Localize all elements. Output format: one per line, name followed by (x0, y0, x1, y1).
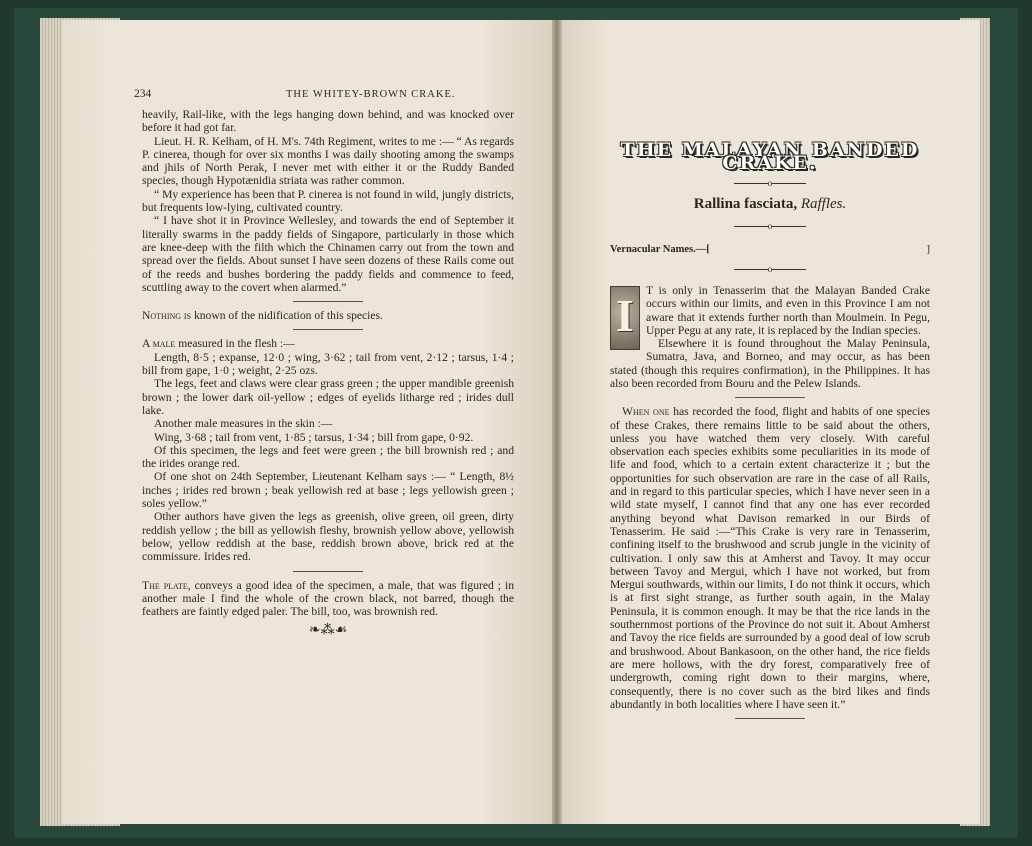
divider (735, 397, 805, 398)
paragraph: “ My experience has been that P. cinerea is not found in wild, jungly districts, but frequents low-lying, cultivated country. (142, 187, 514, 215)
measurement: Wing, 3·68 ; tail from vent, 1·85 ; tarsus, 1·34 ; bill from gape, 0·92. (154, 430, 474, 444)
book-gutter (552, 20, 562, 824)
left-page-text (134, 88, 514, 639)
male-measured: A male measured in the flesh :— (142, 337, 295, 351)
habits-paragraph: When one has recorded the food, flight and habits of one species of these Crakes, there remains little to be said about the others, unless you have watched them very closely. With careful observation each species exhibits some peculiarities in its mode of life and food, which to a certain extent characterize it ; but the opportunities for such observation are rare in the case of all Rails, and in regard to this particular species, which I have never seen in a wild state myself, I cannot find that any one has ever recorded anything beyond what Davison remarked in our Birds of Tenasserim. He said :—“This Crake is very rare in Tenasserim, confining itself to the brushwood and scrub jungle in the vicinity of cultivation. I only saw this at Amherst and Tavoy. It may occur between Tavoy and Mergui, which I have not worked, but from Mergui southwards, within our limits, I do not think it occurs, which is at first sight strange, as further south again, in the Malay Peninsula, it is common enough. It may be that the rice lands in the southernmost portions of the Province do not suit it. About Amherst and Tavoy the rice fields are surrounded by a good deal of low scrub and brushwood. About Bankasoon, on the other hand, the rice fields are mere hollows, with the dry forest, comparatively free of undergrowth, coming right down to their margins, where, consequently, there is no cover such as the bird likes and finds abundantly in both localities where I have seen it.” (610, 405, 930, 711)
divider (293, 301, 363, 302)
chapter-title: THE MALAYAN BANDED CRAKE. (620, 139, 920, 175)
paragraph: heavily, Rail-like, with the legs hanging down behind, and was knocked over before it had got far. (142, 108, 514, 135)
vernacular-names: Vernacular Names.—[ ] (610, 244, 930, 256)
ornament: o (610, 219, 930, 233)
paragraph: “ I have shot it in Province Wellesley, and towards the end of September it literally swarms in the paddy fields of Singapore, particularly in those which are knee-deep with the filth which the Chinamen carry out from the town and spread over the fields. About sunset I have seen dozens of these Rails come out of the reeds and bushes bordering the paddy fields and commence to feed, scuttling away to the covert when alarmed.” (142, 214, 514, 294)
plate-note: The plate, conveys a good idea of the specimen, a male, that was figured ; in another male I find the whole of the crown black, not barred, though the feathers are faintly edged paler. The bill, too, was brownish red. (142, 578, 514, 619)
running-title: THE WHITEY-BROWN CRAKE. (286, 89, 456, 100)
nidification-note: Nothing is known of the nidification of this species. (142, 309, 383, 323)
divider (293, 329, 363, 330)
drop-cap: I (610, 284, 640, 352)
scientific-name: Rallina fasciata, Raffles. (693, 196, 847, 213)
measurement: Of this specimen, the legs and feet were green ; the bill brownish red ; and the irides orange red. (142, 443, 514, 471)
measurement: The legs, feet and claws were clear grass green ; the upper mandible greenish brown ; the lower dark oil-yellow ; edges of eyelids litharge red ; irides dull lake. (142, 377, 514, 417)
page-number: 234 (134, 88, 152, 100)
distribution-paragraph: Elsewhere it is found throughout the Malay Peninsula, Sumatra, Java, and Borneo, and may occur, as has been stated (though this requires confirmation), in the Philippines. It has also been recorded from Bouru and the Pelew Islands. (610, 337, 930, 390)
tailpiece-ornament: ❧⁂☙ (308, 623, 348, 639)
right-page-text (610, 130, 930, 726)
measurement: Of one shot on 24th September, Lieutenant Kelham says :— “ Length, 8½ inches ; irides red brown ; beak yellowish red at base ; legs yellowish green ; soles yellow.” (142, 470, 514, 511)
intro-paragraph: T is only in Tenasserim that the Malayan Banded Crake occurs within our limits, and even in this Province I am not aware that it extends further north than Moulmein. In Pegu, Upper Pegu at any rate, it is replaced by the Indian species. (646, 283, 930, 337)
ornament: o (610, 262, 930, 276)
divider (293, 571, 363, 572)
ornament: o (610, 177, 930, 191)
paragraph: Lieut. H. R. Kelham, of H. M's. 74th Regiment, writes to me :— “ As regards P. cinerea, though for over six months I was daily shooting among the swamps and jhils of North Perak, I never met with either it or the Ruddy Banded species, though Hypotænidia striata was rather common. (142, 134, 514, 188)
measurement: Another male measures in the skin :— (154, 417, 333, 431)
divider (735, 718, 805, 719)
measurement: Length, 8·5 ; expanse, 12·0 ; wing, 3·62 ; tail from vent, 2·12 ; tarsus, 1·4 ; bill from gape, 1·0 ; weight, 2·25 ozs. (142, 350, 514, 378)
measurement: Other authors have given the legs as greenish, olive green, oil green, dirty reddish yellow ; the bill as yellowish fleshy, brownish yellow above, yellowish below, yellow reddish at the base, reddish brown above, brick red at the commissure. Irides red. (142, 510, 514, 564)
